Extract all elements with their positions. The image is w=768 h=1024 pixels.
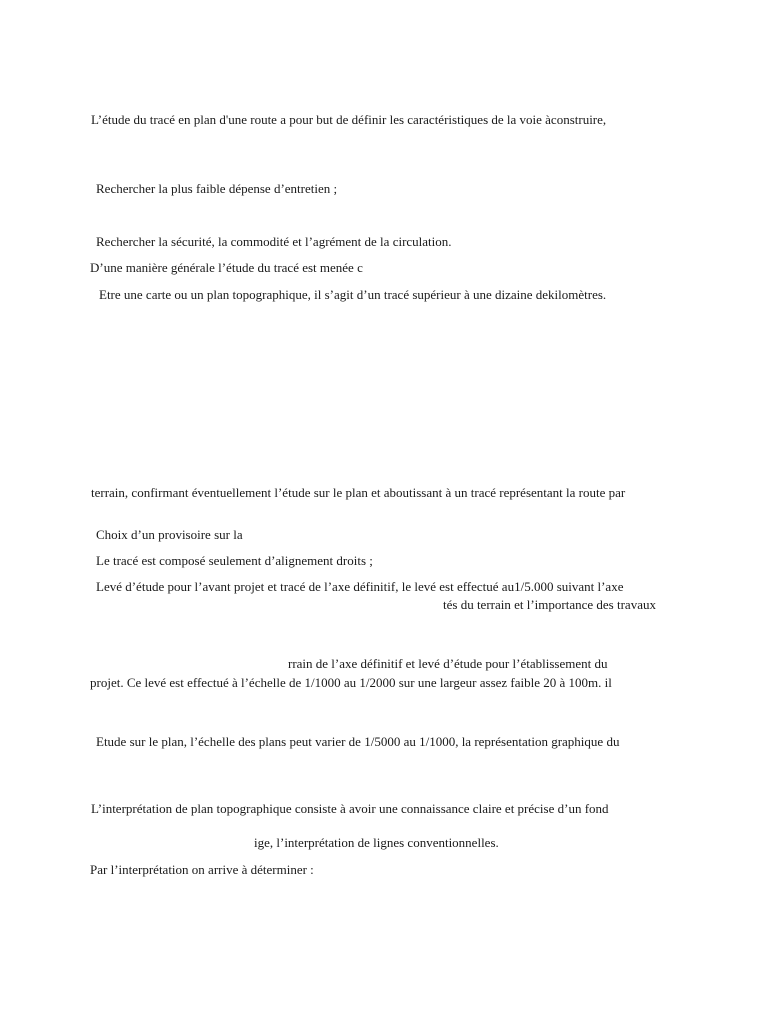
text-line: D’une manière générale l’étude du tracé est menée c (90, 260, 363, 275)
text-line: Le tracé est composé seulement d’alignement droits ; (96, 553, 373, 568)
text-line: tés du terrain et l’importance des travaux (443, 597, 656, 612)
text-line: projet. Ce levé est effectué à l’échelle de 1/1000 au 1/2000 sur une largeur assez faible 20 à 100m. il (90, 675, 612, 690)
text-line: Etude sur le plan, l’échelle des plans peut varier de 1/5000 au 1/1000, la représentation graphique du (96, 734, 620, 749)
text-line: L’étude du tracé en plan d'une route a pour but de définir les caractéristiques de la voie àconstruire, (91, 112, 607, 127)
text-line: Rechercher la plus faible dépense d’entretien ; (96, 181, 338, 196)
text-line: L’interprétation de plan topographique consiste à avoir une connaissance claire et précise d’un fond (91, 801, 609, 816)
text-line: terrain, confirmant éventuellement l’étude sur le plan et aboutissant à un tracé représentant la route par (91, 485, 626, 500)
text-line: ige, l’interprétation de lignes conventionnelles. (254, 835, 499, 850)
text-line: Levé d’étude pour l’avant projet et tracé de l’axe définitif, le levé est effectué au1/5.000 suivant l’axe (96, 579, 624, 594)
text-line: Etre une carte ou un plan topographique, il s’agit d’un tracé supérieur à une dizaine dekilomètres. (99, 287, 607, 302)
text-line: Rechercher la sécurité, la commodité et l’agrément de la circulation. (96, 234, 452, 249)
text-line: rrain de l’axe définitif et levé d’étude pour l’établissement du (288, 656, 608, 671)
text-line: Par l’interprétation on arrive à déterminer : (90, 862, 314, 877)
text-line: Choix d’un provisoire sur la (96, 527, 243, 542)
